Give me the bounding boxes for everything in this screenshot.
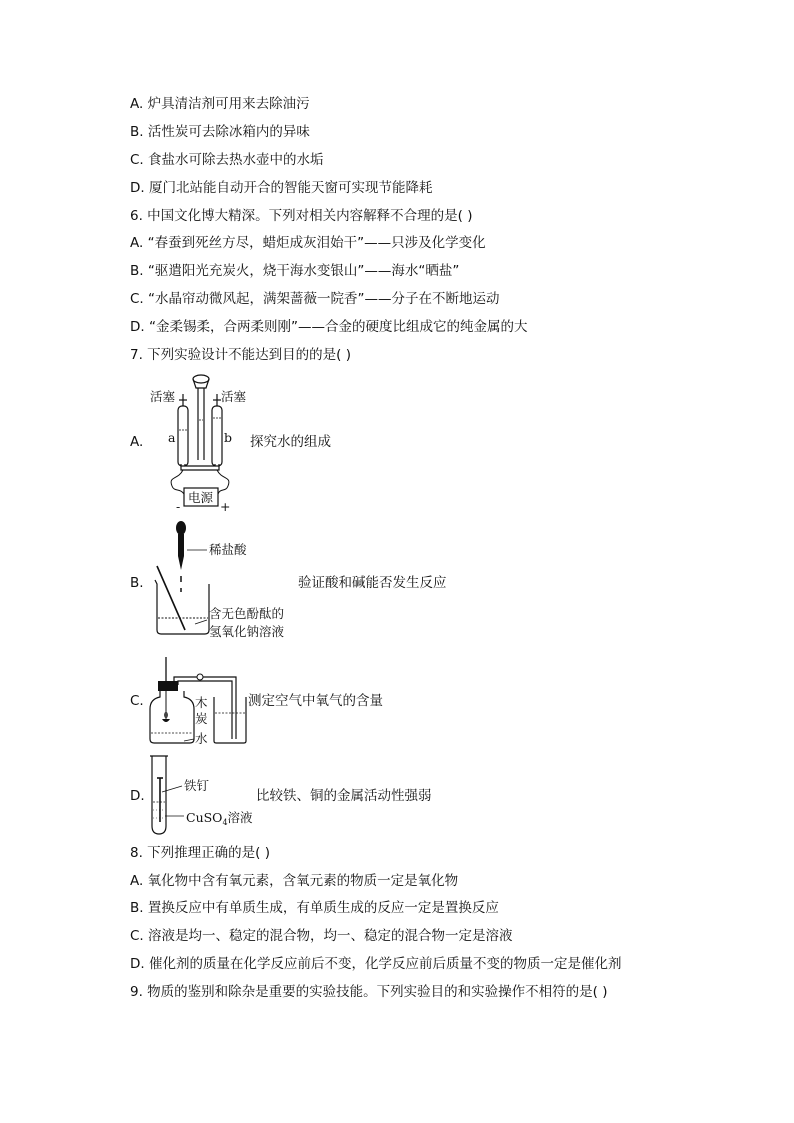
q6-option-d: D. “金柔锡柔，合两柔则刚”——合金的硬度比组成它的纯金属的大 bbox=[130, 319, 528, 335]
stopcock-right-label: 活塞 bbox=[221, 389, 247, 404]
q8-stem: 8. 下列推理正确的是( ) bbox=[130, 845, 270, 861]
acid-label: 稀盐酸 bbox=[209, 542, 247, 557]
plus-label: + bbox=[220, 499, 231, 514]
minus-label: - bbox=[176, 499, 181, 514]
q5-option-a: A. 炉具清洁剂可用来去除油污 bbox=[130, 96, 310, 112]
q7-option-a-desc: 探究水的组成 bbox=[250, 434, 331, 450]
solution-subscript: 4 bbox=[222, 818, 228, 827]
q5-option-c: C. 食盐水可除去热水壶中的水垢 bbox=[130, 152, 324, 168]
power-label: 电源 bbox=[188, 490, 214, 505]
q8-option-d: D. 催化剂的质量在化学反应前后不变，化学反应前后质量不变的物质一定是催化剂 bbox=[130, 956, 622, 972]
q7-option-a-letter: A. bbox=[130, 434, 144, 450]
q6-option-a: A. “春蚕到死丝方尽，蜡炬成灰泪始干”——只涉及化学变化 bbox=[130, 235, 486, 251]
solution-label-line2: 氢氧化钠溶液 bbox=[209, 624, 285, 639]
electrolysis-apparatus-figure bbox=[148, 370, 248, 515]
q6-stem: 6. 中国文化博大精深。下列对相关内容解释不合理的是( ) bbox=[130, 208, 473, 224]
q7-option-d-desc: 比较铁、铜的金属活动性强弱 bbox=[256, 788, 432, 804]
q7-option-c-desc: 测定空气中氧气的含量 bbox=[248, 693, 383, 709]
tube-b-label: b bbox=[224, 430, 233, 445]
solution-label bbox=[186, 810, 253, 827]
q9-stem: 9. 物质的鉴别和除杂是重要的实验技能。下列实验目的和实验操作不相符的是( ) bbox=[130, 984, 608, 1000]
solution-label-line1: 含无色酚酞的 bbox=[209, 606, 285, 621]
nail-label: 铁钉 bbox=[184, 778, 210, 793]
q7-option-c-letter: C. bbox=[130, 693, 144, 709]
q5-option-b: B. 活性炭可去除冰箱内的异味 bbox=[130, 124, 310, 140]
stopcock-left-label: 活塞 bbox=[150, 389, 176, 404]
q6-option-c: C. “水晶帘动微风起，满架蔷薇一院香”——分子在不断地运动 bbox=[130, 291, 500, 307]
charcoal-label-2: 炭 bbox=[195, 711, 208, 726]
q8-option-c: C. 溶液是均一、稳定的混合物，均一、稳定的混合物一定是溶液 bbox=[130, 928, 513, 944]
q7-option-b-desc: 验证酸和碱能否发生反应 bbox=[298, 575, 447, 591]
q7-option-d-letter: D. bbox=[130, 788, 145, 804]
q7-option-b-letter: B. bbox=[130, 575, 144, 591]
charcoal-label-1: 木 bbox=[195, 695, 208, 710]
q7-stem: 7. 下列实验设计不能达到目的的是( ) bbox=[130, 347, 351, 363]
q8-option-b: B. 置换反应中有单质生成，有单质生成的反应一定是置换反应 bbox=[130, 900, 499, 916]
q6-option-b: B. “驱遣阳光充炭火，烧干海水变银山”——海水“晒盐” bbox=[130, 263, 460, 279]
q8-option-a: A. 氧化物中含有氧元素，含氧元素的物质一定是氧化物 bbox=[130, 873, 459, 889]
oxygen-measurement-figure bbox=[148, 655, 248, 747]
solution-suffix: 溶液 bbox=[227, 810, 253, 825]
solution-formula: CuSO bbox=[186, 810, 223, 825]
q5-option-d: D. 厦门北站能自动开合的智能天窗可实现节能降耗 bbox=[130, 180, 433, 196]
tube-a-label: a bbox=[168, 430, 176, 445]
iron-copper-test-tube-figure bbox=[148, 752, 263, 837]
water-label: 水 bbox=[195, 731, 208, 746]
acid-base-beaker-figure bbox=[145, 520, 305, 645]
